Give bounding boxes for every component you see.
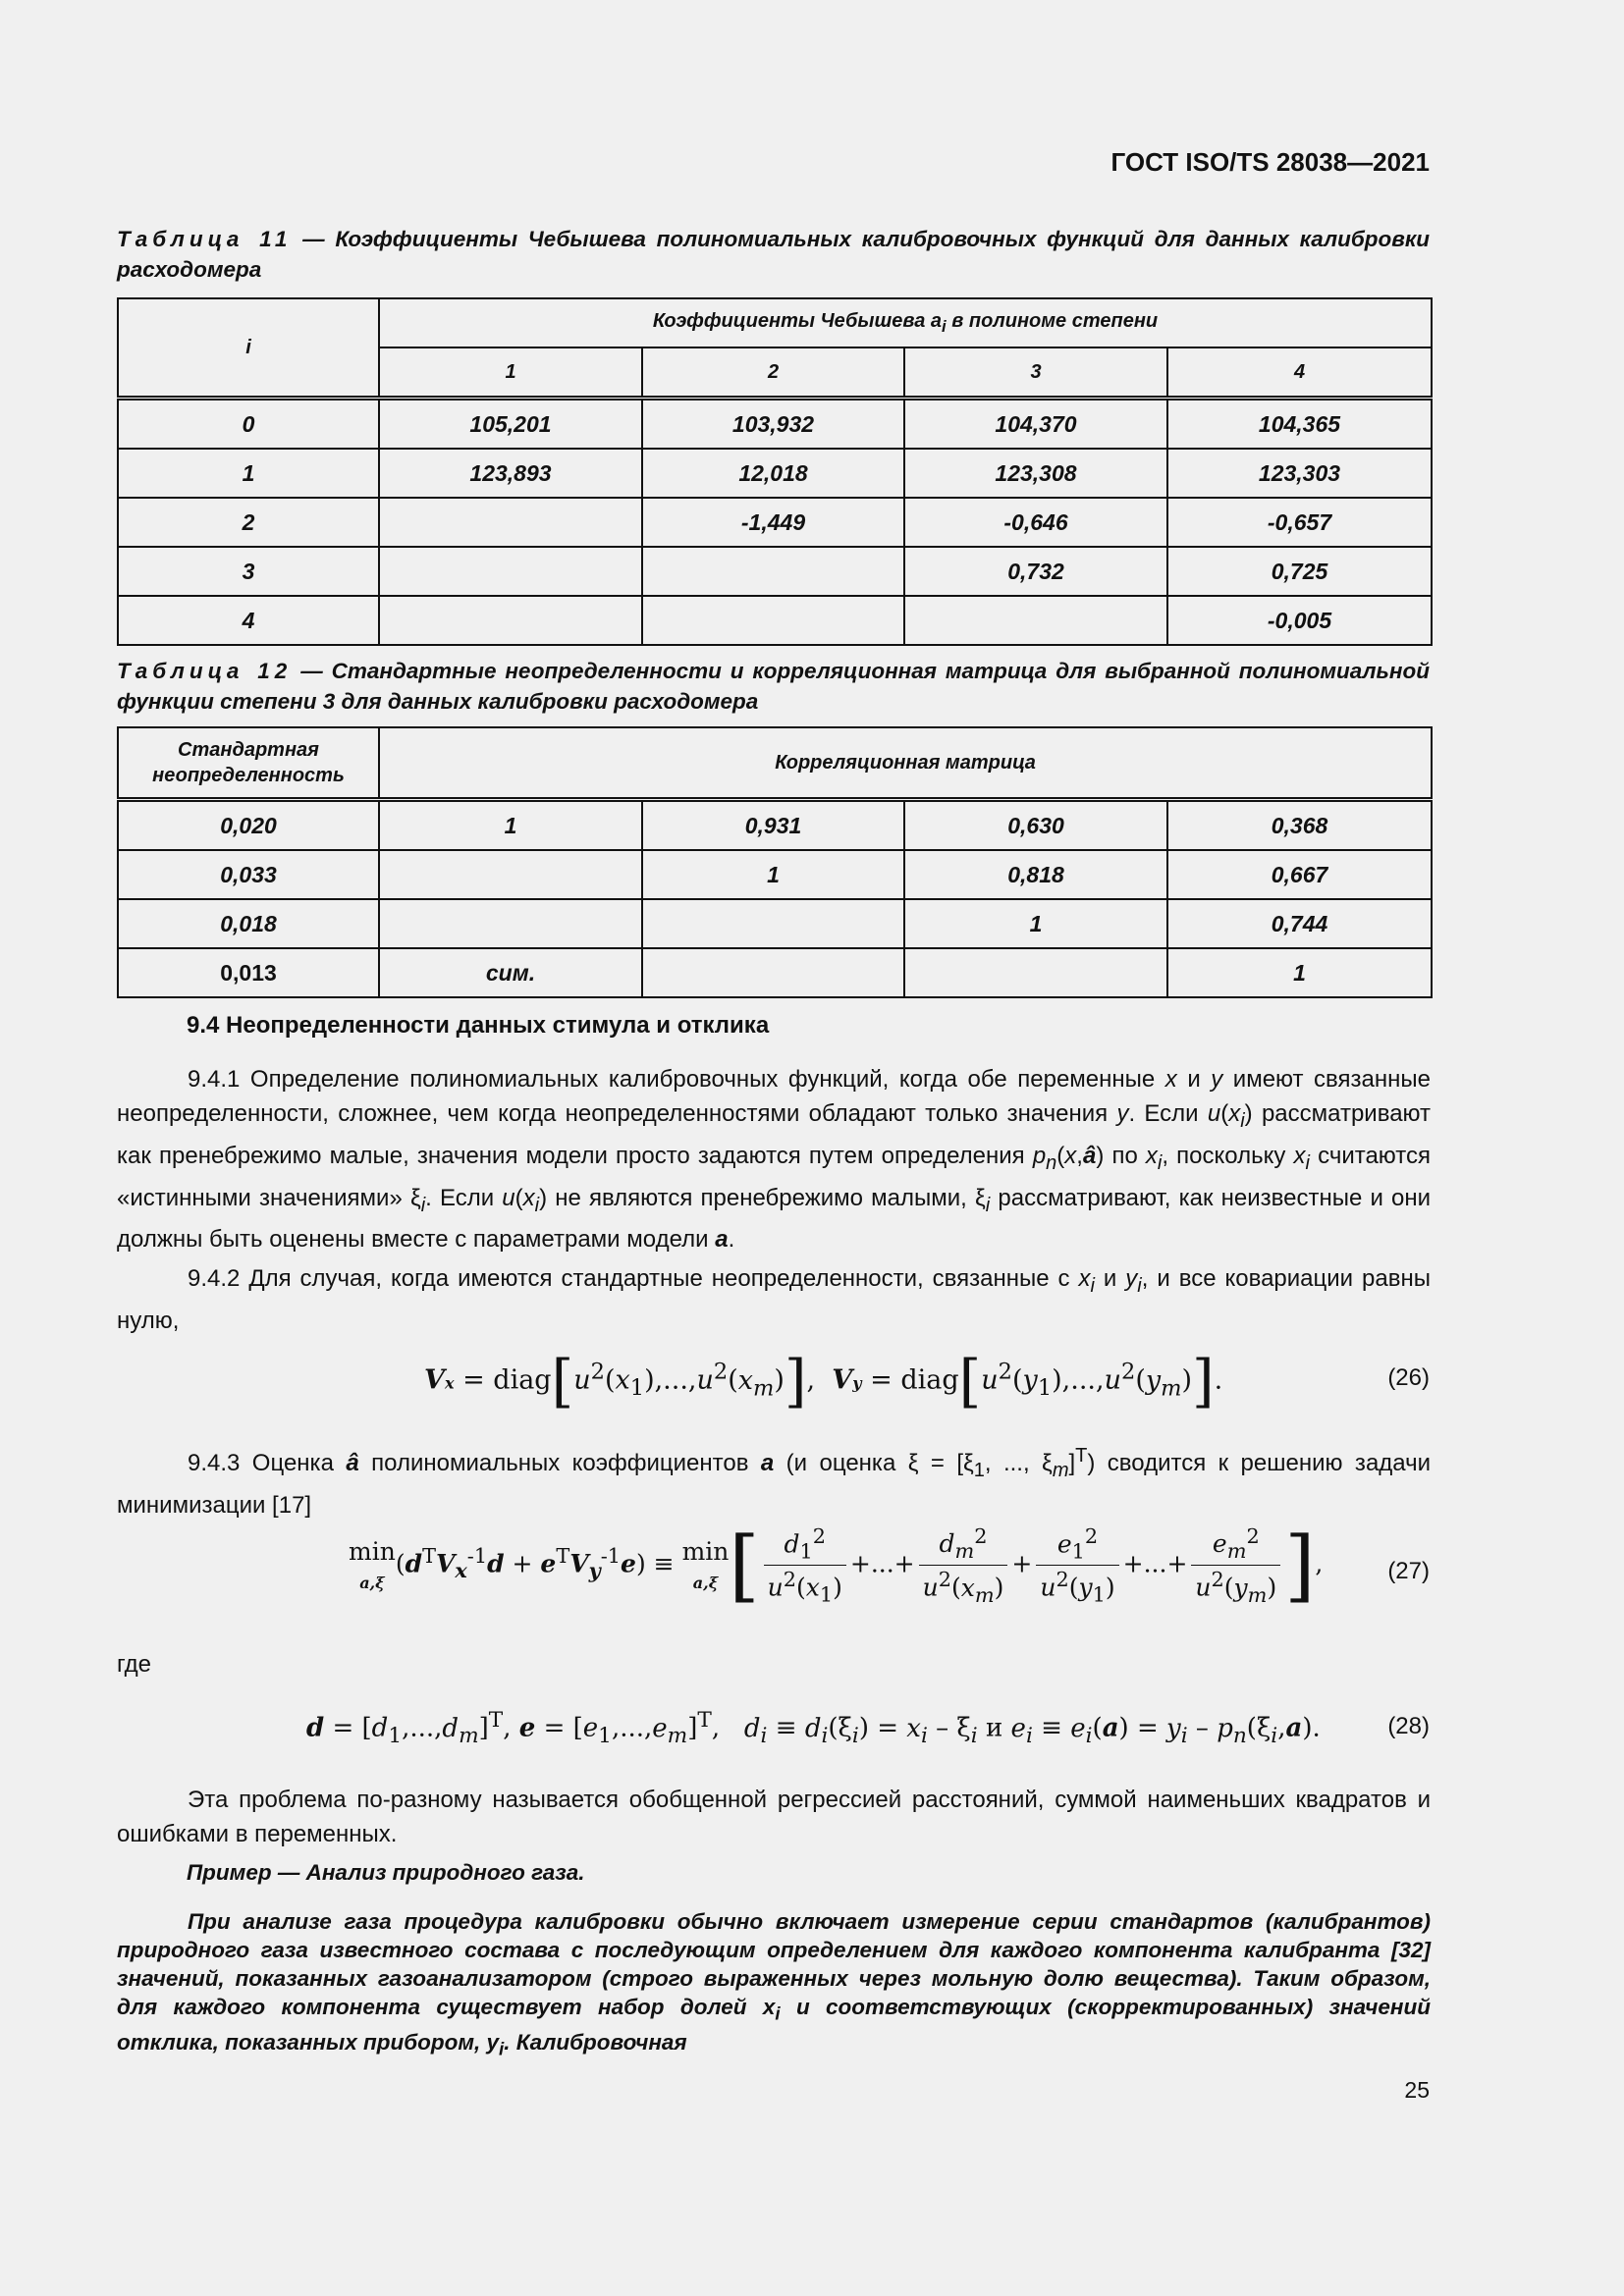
table-11-caption [117, 224, 1430, 285]
table-cell [904, 948, 1167, 997]
table-12 [117, 726, 1433, 998]
table-11-degree-2: 2 [642, 347, 904, 399]
table-cell: 105,201 [379, 399, 642, 450]
equation-28-number: (28) [1387, 1713, 1430, 1739]
table-11-caption-lead: Таблица 11 [117, 227, 293, 251]
table-11-degree-3: 3 [904, 347, 1167, 399]
table-11-degree-4: 4 [1167, 347, 1432, 399]
equation-27: min $a,\xi(d^TV_x^{-1}d + e^TV_y^{-1}e) \equiv \min$ a,ξ [ $\frac{d_1^2}{u^2(x_1)}$ +...+ $\frac{d_m^2}{u^2(x_m)}$ + $\frac{e_1^2}{u^2(y_1)}$ +...+ $\frac{e_m^2}{u^2(y_m)}$ ], [349, 1519, 1324, 1611]
table-12-caption [117, 656, 1430, 717]
table-cell: 0,018 [118, 899, 379, 948]
equation-28: $d = [d_1,...,d_m]^T$, $e = [e_1,...,e_m]^T$, $d_i \equiv d_i(\xi_i) = x_i - \xi_i$ и $e_i \equiv e_i(a) = y_i - p_n(\xi_i,a)$. [306, 1708, 1321, 1748]
table-11 [117, 297, 1433, 646]
table-cell: 0,732 [904, 547, 1167, 596]
table-cell [379, 498, 642, 547]
table-row [118, 899, 1432, 948]
table-cell [642, 547, 904, 596]
table-cell: 0,725 [1167, 547, 1432, 596]
table-row [118, 449, 1432, 498]
table-cell [379, 596, 642, 645]
table-11-degree-1: 1 [379, 347, 642, 399]
section-heading: 9.4 Неопределенности данных стимула и отклика [187, 1012, 770, 1039]
table-cell [642, 899, 904, 948]
page-number: 25 [1404, 2077, 1430, 2103]
table-cell [379, 899, 642, 948]
example-title: Пример — Анализ природного газа. [187, 1860, 585, 1885]
table-11-header-coeffs-b: в полиноме степени [946, 309, 1159, 332]
table-row [118, 498, 1432, 547]
table-cell: -0,646 [904, 498, 1167, 547]
table-cell: 4 [118, 596, 379, 645]
table-cell: 123,893 [379, 449, 642, 498]
table-12-caption-text: — Стандартные неопределенности и корреляционная матрица для выбранной полиномиальной функции степени 3 для данных калибровки расходомера [117, 659, 1430, 714]
table-row [118, 800, 1432, 851]
table-row [118, 399, 1432, 450]
table-cell: 1 [379, 800, 642, 851]
paragraph-9-4-1: 9.4.1 Определение полиномиальных калибровочных функций, когда обе переменные x и y имеют связанные неопределенности, сложнее, чем когда неопределенностями обладают только значения y. Если $u(x_i)$ рассматривают как пренебрежимо малые, значения модели просто задаются путем определения $p_n(x,â)$ по $x_i$, поскольку $x_i$ считаются «истинными значениями» $\xi_i$. Если $u(x_i)$ не являются пренебрежимо малыми, $\xi_i$ рассматривают, как неизвестные и они должны быть оценены вместе с параметрами модели a. [117, 1066, 1432, 1254]
table-cell: 0,013 [118, 948, 379, 997]
table-12-header-std-l1: Стандартная [178, 739, 319, 761]
equation-26-number: (26) [1387, 1364, 1430, 1391]
table-12-header-std-l2: неопределенность [152, 765, 345, 786]
table-cell: 0,744 [1167, 899, 1432, 948]
document-id: ГОСТ ISO/TS 28038—2021 [1110, 147, 1430, 177]
table-cell: 0 [118, 399, 379, 450]
table-cell: 1 [904, 899, 1167, 948]
table-cell: -0,657 [1167, 498, 1432, 547]
table-row [118, 596, 1432, 645]
paragraph-9-4-3: 9.4.3 Оценка â полиномиальных коэффициентов a (и оценка $\xi = [\xi_1$, ..., $\xi_m]^T$) сводится к решению задачи минимизации [17] [117, 1445, 1432, 1519]
table-cell: 103,932 [642, 399, 904, 450]
table-cell: 123,303 [1167, 449, 1432, 498]
table-cell [904, 596, 1167, 645]
table-row [118, 948, 1432, 997]
table-12-header-std [118, 727, 379, 800]
table-cell [642, 948, 904, 997]
table-cell: 1 [642, 850, 904, 899]
table-cell: 0,630 [904, 800, 1167, 851]
table-row [118, 850, 1432, 899]
table-row [118, 547, 1432, 596]
table-cell: 104,365 [1167, 399, 1432, 450]
table-cell: 0,033 [118, 850, 379, 899]
table-cell: 0,020 [118, 800, 379, 851]
table-cell: 0,931 [642, 800, 904, 851]
table-cell: 104,370 [904, 399, 1167, 450]
table-cell: сим. [379, 948, 642, 997]
table-cell: 1 [118, 449, 379, 498]
table-cell [642, 596, 904, 645]
table-12-caption-lead: Таблица 12 [117, 659, 293, 683]
table-cell: 0,368 [1167, 800, 1432, 851]
table-cell: 1 [1167, 948, 1432, 997]
table-cell: -1,449 [642, 498, 904, 547]
table-cell: 2 [118, 498, 379, 547]
table-11-header-coeffs [379, 298, 1432, 347]
table-cell [379, 850, 642, 899]
where-label: где [117, 1651, 152, 1678]
paragraph-conclusion: Эта проблема по-разному называется обобщенной регрессией расстояний, суммой наименьших квадратов и ошибками в переменных. [117, 1787, 1431, 1847]
table-cell: 12,018 [642, 449, 904, 498]
example-text: При анализе газа процедура калибровки обычно включает измерение серии стандартов (калибрантов) природного газа известного состава с последующим определением для каждого компонента калибранта [32] значений, показанных газоанализатором (строго выраженных через мольную долю вещества). Таким образом, для каждого компонента существует набор долей $x_i$ и соответствующих (скорректированных) значений отклика, показанных прибором, $y_i$. Калибровочная [117, 1909, 1431, 2058]
table-11-header-i: i [118, 298, 379, 399]
table-cell: 0,667 [1167, 850, 1432, 899]
table-11-caption-text: — Коэффициенты Чебышева полиномиальных калибровочных функций для данных калибровки расходомера [117, 227, 1430, 282]
table-cell: 3 [118, 547, 379, 596]
table-11-header-coeffs-a: Коэффициенты Чебышева a [652, 309, 943, 332]
table-cell: -0,005 [1167, 596, 1432, 645]
table-cell: 0,818 [904, 850, 1167, 899]
table-cell: 123,308 [904, 449, 1167, 498]
paragraph-9-4-2: 9.4.2 Для случая, когда имеются стандартные неопределенности, связанные с $x_i$ и $y_i$, и все ковариации равны нулю, [117, 1265, 1431, 1334]
table-11-header-coeffs-sub: i [942, 316, 947, 336]
equation-26: $Vx = diag[u^2(x_1),...,u^2(x_m)]$, $Vy = diag[u^2(y_1),...,u^2(y_m)]$. [424, 1348, 1223, 1415]
table-cell [379, 547, 642, 596]
table-12-header-corr: Корреляционная матрица [379, 727, 1432, 800]
equation-27-number: (27) [1387, 1558, 1430, 1584]
